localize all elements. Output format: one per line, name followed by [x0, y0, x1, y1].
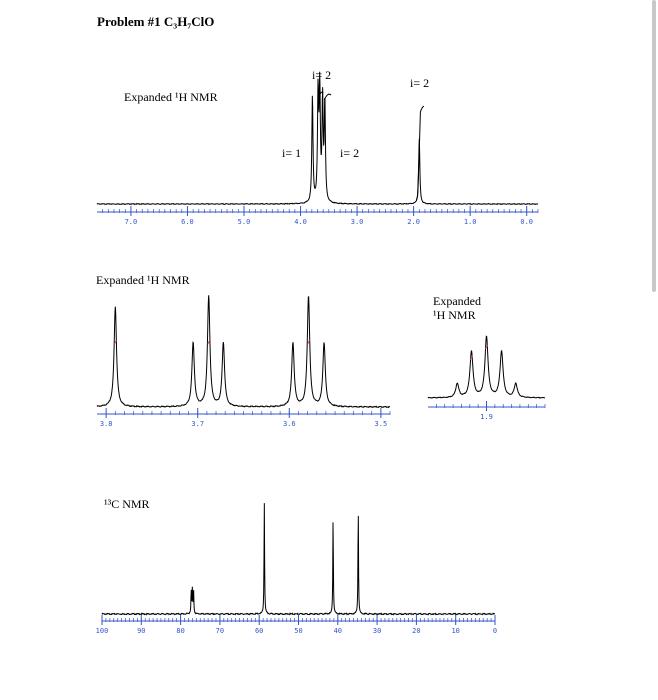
page-title: Problem #1 C₃H₇ClO	[97, 14, 215, 29]
small-expanded-label-line2: ¹H NMR	[433, 308, 476, 322]
top-expanded-label: Expanded ¹H NMR	[124, 90, 218, 104]
tick-label: 50	[294, 627, 303, 635]
tick-label: 3.5	[374, 420, 388, 428]
tick-label: 60	[254, 627, 264, 635]
tick-label: 20	[412, 627, 421, 635]
tick-label: 0.0	[520, 218, 534, 226]
tick-label: 10	[451, 627, 460, 635]
spectrum-trace	[102, 503, 495, 615]
integration-label-2: i= 2	[410, 76, 430, 90]
tick-label: 4.0	[294, 218, 307, 226]
integration-label-3: i= 1	[282, 146, 302, 160]
tick-label: 30	[372, 627, 382, 635]
integration-label-1: i= 2	[312, 68, 332, 82]
c13-label: ¹³C NMR	[104, 497, 150, 511]
tick-label: 3.0	[350, 218, 364, 226]
tick-label: 0	[492, 627, 498, 635]
vertical-scrollbar[interactable]	[652, 0, 656, 292]
tick-label: 3.6	[282, 420, 296, 428]
mid-expanded-label: Expanded ¹H NMR	[96, 273, 190, 287]
integral-marker-2	[308, 340, 310, 344]
small-expanded-label-line1: Expanded	[433, 294, 481, 308]
spectrum-trace	[97, 295, 390, 407]
tick-label: 7.0	[124, 218, 138, 226]
tick-label: 3.8	[99, 420, 113, 428]
spectrum-trace	[428, 336, 545, 398]
spectrum-trace	[97, 72, 538, 205]
tick-label: 3.7	[191, 420, 205, 428]
integration-label-4: i= 2	[340, 146, 360, 160]
tick-label: 5.0	[237, 218, 251, 226]
tick-label: 100	[95, 627, 109, 635]
tick-label: 40	[333, 627, 343, 635]
tick-label: 80	[176, 627, 185, 635]
tick-label: 6.0	[181, 218, 194, 226]
tick-label: 70	[215, 627, 225, 635]
tick-label: 90	[137, 627, 146, 635]
tick-label: 1.9	[480, 413, 493, 421]
tick-label: 1.0	[463, 218, 477, 226]
integral-marker-1	[208, 340, 210, 344]
tick-label: 2.0	[407, 218, 420, 226]
